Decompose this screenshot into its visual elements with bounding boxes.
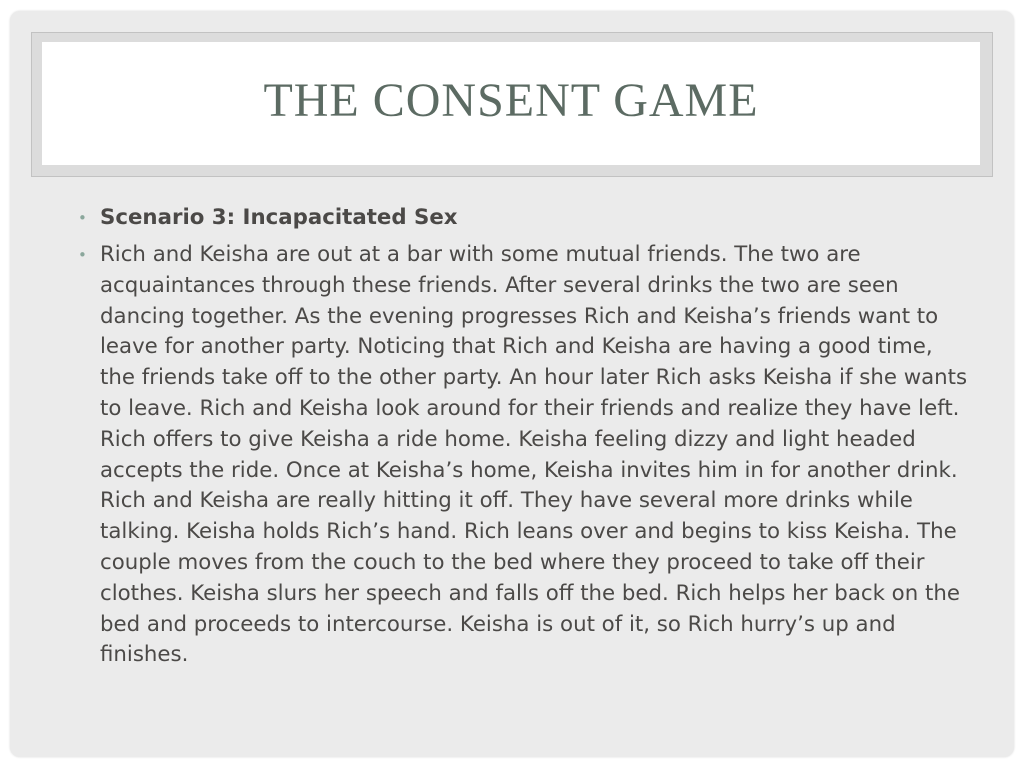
bullet-list	[72, 203, 972, 677]
slide	[10, 11, 1014, 757]
scenario-description: Rich and Keisha are out at a bar with some mutual friends. The two are acquaintances through these friends. After several drinks the two are seen dancing together. As the evening progresses Rich and Keisha’s friends want to leave for another party. Noticing that Rich and Keisha are having a good time, the friends take off to the other party. An hour later Rich asks Keisha if she wants to leave. Rich and Keisha look around for their friends and realize they have left. Rich offers to give Keisha a ride home. Keisha feeling dizzy and light headed accepts the ride. Once at Keisha’s home, Keisha invites him in for another drink. Rich and Keisha are really hitting it off. They have several more drinks while talking. Keisha holds Rich’s hand. Rich leans over and begins to kiss Keisha. The couple moves from the couch to the bed where they proceed to take off their clothes. Keisha slurs her speech and falls off the bed. Rich helps her back on the bed and proceeds to intercourse. Keisha is out of it, so Rich hurry’s up and finishes.	[100, 242, 968, 668]
list-item	[72, 240, 972, 671]
slide-title: THE CONSENT GAME	[263, 74, 759, 127]
title-panel	[42, 42, 980, 165]
list-item	[72, 203, 972, 234]
bullet-icon: •	[78, 246, 87, 264]
title-frame	[31, 32, 993, 177]
scenario-heading: Scenario 3: Incapacitated Sex	[100, 205, 458, 230]
bullet-icon: •	[78, 209, 87, 227]
